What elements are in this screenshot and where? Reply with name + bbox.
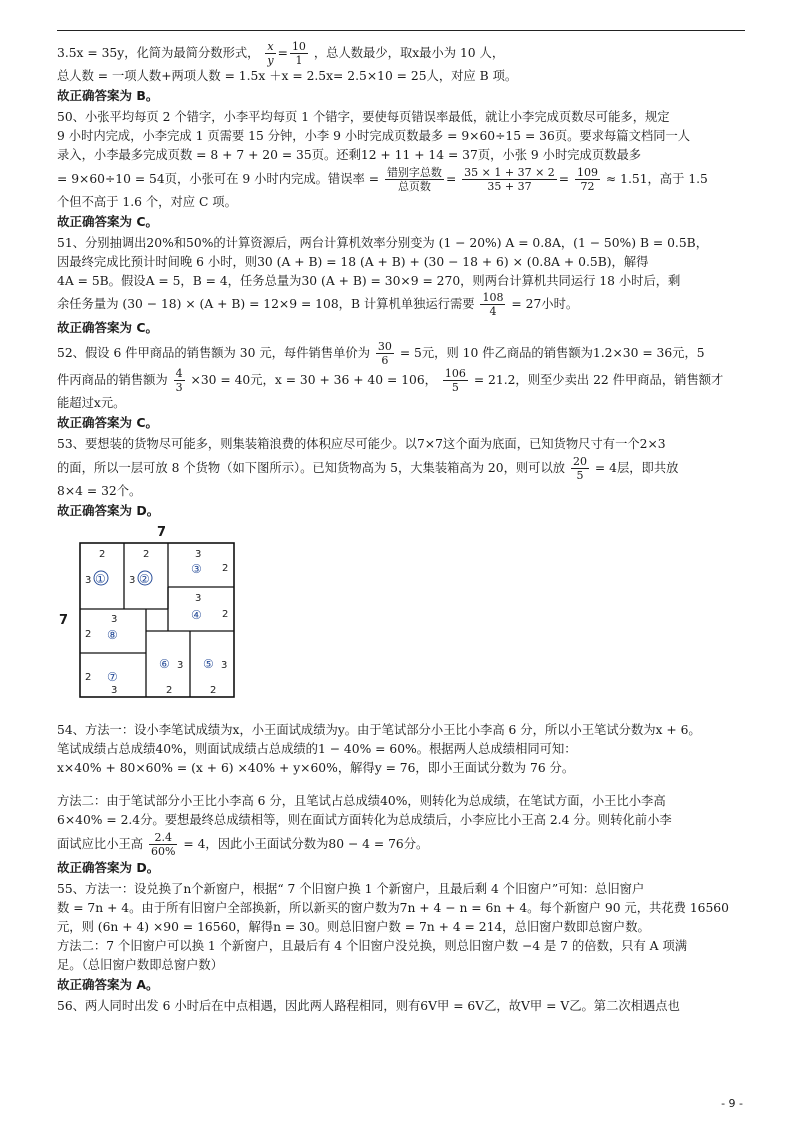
frac-num: 2.4: [149, 831, 177, 845]
page-number: - 9 -: [721, 1097, 743, 1110]
frac-den: 5: [451, 381, 459, 394]
q50-text-a: = 9×60÷10 = 54页，小张可在 9 小时内完成。错误率 =: [57, 172, 380, 186]
box3-dim-b: 2: [222, 563, 229, 574]
figure-top-label: 7: [157, 525, 167, 540]
q51-text-b: = 27小时。: [511, 297, 579, 311]
frac-num: 109: [577, 166, 598, 179]
q54-fraction: [149, 831, 177, 858]
q55-m2-line2: 足。（总旧窗户数即总窗户数）: [57, 958, 224, 972]
q54-text-a: 面试应比小王高: [57, 837, 144, 851]
q54-line3: x×40% + 80×60% = (x + 6) ×40% + y×60%，解得y = 76，即小王面试分数为 76 分。: [57, 761, 575, 775]
box2-dim-a: 2: [143, 549, 150, 560]
box8-dim-a: 3: [111, 614, 118, 625]
q49-eq: =: [277, 46, 288, 60]
q50-fraction-b: [462, 166, 557, 193]
q51-fraction: [480, 291, 505, 318]
q55-line1: 55、方法一：设兑换了n个新窗户，根据“ 7 个旧窗户换 1 个新窗户，且最后剩 4 个旧窗户”可知：总旧窗户: [57, 882, 645, 896]
box6-number: ⑥: [159, 657, 170, 671]
q51-line1: 51、分别抽调出20%和50%的计算资源后，两台计算机效率分别变为 (1 − 20%) A = 0.8A，(1 − 50%) B = 0.5B，: [57, 236, 708, 250]
frac-den: 35 + 37: [487, 180, 532, 193]
frac-den: 总页数: [397, 180, 431, 193]
frac-den: 3: [175, 381, 183, 394]
spacer: [57, 778, 747, 792]
q53-line3: 8×4 = 32个。: [57, 484, 142, 498]
q53-fraction: [571, 455, 589, 482]
q50-line1: 50、小张平均每页 2 个错字，小李平均每页 1 个错字，要使每页错误率最低，就让小李完成页数尽可能多，规定: [57, 110, 670, 124]
frac-num: 35 × 1 + 37 × 2: [464, 166, 555, 179]
box4-dim-b: 2: [222, 609, 229, 620]
q54-m2-line3: [57, 830, 747, 858]
q50-line5: 个但不高于 1.6 个，对应 C 项。: [57, 195, 237, 209]
q54-line1: 54、方法一：设小李笔试成绩为x，小王面试成绩为y。由于笔试部分小王比小李高 6 分，所以小王笔试分数为x + 6。: [57, 723, 701, 737]
frac-num: x: [267, 40, 274, 53]
frac-den: 1: [295, 54, 303, 67]
q53-answer: 故正确答案为 D。: [57, 503, 160, 518]
q55-line2: 数 = 7n + 4。由于所有旧窗户全部换新，所以新买的窗户数为7n + 4 − n = 6n + 4。每个新窗户 90 元，共花费 16560: [57, 901, 729, 915]
frac-den: y: [267, 54, 274, 67]
box1-number: ①: [95, 572, 106, 586]
q50-text-b: ≈ 1.51，高于 1.5: [605, 172, 708, 186]
frac-den: 6: [381, 354, 389, 367]
page-content: [57, 40, 747, 1016]
box4-number: ④: [191, 608, 202, 622]
q51-answer: 故正确答案为 C。: [57, 320, 159, 335]
q49-fraction-xy: [265, 40, 275, 67]
q50-line4: = 9×60÷10 = 54页，小张可在 9 小时内完成。错误率 = $\frac{\text{错别字总数}}{\text{总页数}}$ = $\frac{35 \times 1 + 37 \times 2}{35 + 37}$ = $\frac{109}{72}$ ≈ 1.51，高于 1.5: [57, 166, 708, 193]
q51-line4: [57, 291, 747, 318]
frac-den: 72: [580, 180, 595, 193]
box5-dim-b: 2: [210, 685, 217, 696]
q49-text-a: 3.5x = 35y，化简为最简分数形式，: [57, 46, 260, 60]
q49-line1: [57, 40, 747, 67]
box6-dim-a: 3: [177, 660, 184, 671]
q53-text-b: = 4层，即共放: [594, 461, 679, 475]
box2-number: ②: [139, 572, 150, 586]
frac-num: 4: [175, 367, 183, 380]
q49-fraction-10: [290, 40, 308, 67]
q52-line1: [57, 340, 747, 367]
box3-number: ③: [191, 562, 202, 576]
q52-text-a: 52、假设 6 件甲商品的销售额为 30 元，每件销售单价为: [57, 346, 370, 360]
packing-grid: [57, 525, 257, 715]
frac-num: 20: [573, 455, 587, 468]
q51-line3: 4A = 5B。假设A = 5，B = 4，任务总量为30 (A + B) = 30×9 = 270，则两台计算机共同运行 18 小时后，剩: [57, 274, 681, 288]
q49-line2: 总人数 = 一项人数+两项人数 = 1.5x ＋x = 2.5x= 2.5×10 = 25人，对应 B 项。: [57, 69, 518, 83]
q50-line2: 9 小时内完成，小李完成 1 页需要 15 分钟，小李 9 小时完成页数最多 = 9×60÷15 = 36页。要求每篇文档同一人: [57, 129, 691, 143]
q51-text-a: 余任务量为 (30 − 18) × (A + B) = 12×9 = 108，B 计算机单独运行需要: [57, 297, 475, 311]
box6-dim-b: 2: [166, 685, 173, 696]
q56-line1: 56、两人同时出发 6 小时后在中点相遇，因此两人路程相同，则有6V甲 = 6V乙，故V甲 = V乙。第二次相遇点也: [57, 999, 680, 1013]
q52-fraction-3: [443, 367, 468, 394]
q52-text-d: ×30 = 40元，x = 30 + 36 + 40 = 106，: [190, 373, 437, 387]
q52-text-c: 件丙商品的销售额为: [57, 373, 168, 387]
q53-line2: [57, 454, 747, 482]
frac-den: 4: [489, 305, 497, 318]
q51-line2: 因最终完成比预计时间晚 6 小时，则30 (A + B) = 18 (A + B) + (30 − 18 + 6) × (0.8A + 0.5B)，解得: [57, 255, 649, 269]
frac-num: 错别字总数: [386, 166, 442, 179]
box8-dim-b: 2: [85, 629, 92, 640]
frac-num: 10: [291, 40, 306, 53]
box1-dim-a: 2: [99, 549, 106, 560]
box5-number: ⑤: [203, 657, 214, 671]
q54-answer: 故正确答案为 D。: [57, 860, 160, 875]
q54-line2: 笔试成绩占总成绩40%，则面试成绩占总成绩的1 − 40% = 60%。根据两人总成绩相同可知：: [57, 742, 577, 756]
q53-line1: 53、要想装的货物尽可能多，则集装箱浪费的体积应尽可能少。以7×7这个面为底面，已知货物尺寸有一个2×3: [57, 437, 666, 451]
q55-answer: 故正确答案为 A。: [57, 977, 159, 992]
frac-num: 30: [377, 340, 392, 353]
q52-line2: [57, 367, 747, 394]
figure-left-label: 7: [59, 613, 69, 628]
header-rule: [57, 30, 745, 31]
q49-answer: 故正确答案为 B。: [57, 88, 159, 103]
q54-m2-line2: 6×40% = 2.4分。要想最终总成绩相等，则在面试方面转化为总成绩后，小李应比小王高 2.4 分。则转化前小李: [57, 813, 672, 827]
q49-text-b: ，总人数最少，取x最小为 10 人，: [313, 46, 505, 60]
box2-dim-b: 3: [129, 575, 136, 586]
q55-m2-line1: 方法二：7 个旧窗户可以换 1 个新窗户，且最后有 4 个旧窗户没兑换，则总旧窗户数 −4 是 7 的倍数，只有 A 项满: [57, 939, 688, 953]
q52-answer: 故正确答案为 C。: [57, 415, 159, 430]
frac-den: 5: [576, 469, 584, 482]
box4-dim-a: 3: [195, 593, 202, 604]
box7-dim-b: 3: [111, 685, 118, 696]
q53-text-a: 的面，所以一层可放 8 个货物（如下图所示）。已知货物高为 5，大集装箱高为 20，则可以放: [57, 461, 566, 475]
q54-text-b: = 4，因此小王面试分数为80 − 4 = 76分。: [183, 837, 429, 851]
q52-fraction-1: [376, 340, 394, 367]
q50-fraction-c: [575, 166, 600, 193]
frac-den: 60%: [151, 845, 176, 858]
q50-line3: 录入，小李最多完成页数 = 8 + 7 + 20 = 35页。还剩12 + 11 + 14 = 37页，小张 9 小时完成页数最多: [57, 148, 642, 162]
box1-dim-b: 3: [85, 575, 92, 586]
box5-dim-a: 3: [221, 660, 228, 671]
box8-number: ⑧: [107, 628, 118, 642]
q52-text-b: = 5元，则 10 件乙商品的销售额为1.2×30 = 36元，5: [399, 346, 705, 360]
q52-line3: 能超过x元。: [57, 396, 126, 410]
q50-fraction-a: [385, 166, 444, 193]
frac-num: 108: [482, 291, 504, 304]
q55-line3: 元，则 (6n + 4) ×90 = 16560，解得n = 30。则总旧窗户数 = 7n + 4 = 214，总旧窗户数即总窗户数。: [57, 920, 650, 934]
packing-diagram: [57, 525, 257, 715]
frac-num: 106: [444, 367, 466, 380]
q50-answer: 故正确答案为 C。: [57, 214, 159, 229]
box7-dim-a: 2: [85, 672, 92, 683]
q52-fraction-2: [174, 367, 185, 394]
box3-dim-a: 3: [195, 549, 202, 560]
q52-text-e: = 21.2，则至少卖出 22 件甲商品，销售额才: [473, 373, 724, 387]
box7-number: ⑦: [107, 670, 118, 684]
q54-m2-line1: 方法二：由于笔试部分小王比小李高 6 分，且笔试占总成绩40%，则转化为总成绩，在笔试方面，小王比小李高: [57, 794, 666, 808]
container-outline: [80, 543, 234, 697]
